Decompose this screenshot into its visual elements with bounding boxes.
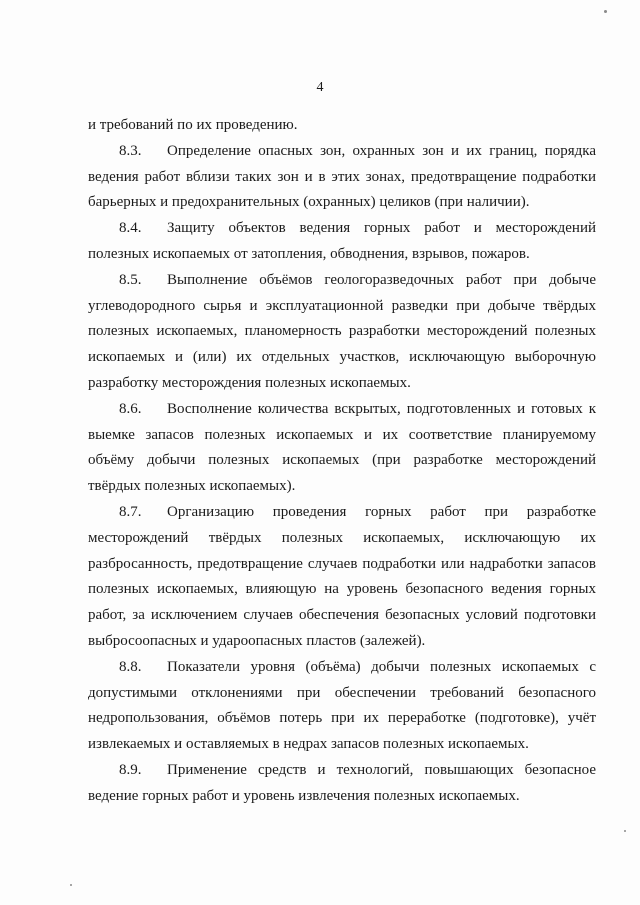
paragraph-text: Применение средств и технологий, повышающих безопасное ведение горных работ и уровень извлечения полезных ископаемых. xyxy=(88,761,596,804)
page-number: 4 xyxy=(316,80,324,95)
paragraph-number: 8.9. xyxy=(119,761,142,778)
paragraph-8-3 xyxy=(88,139,596,216)
paragraph-number: 8.6. xyxy=(119,400,142,417)
paragraph-text: Выполнение объёмов геологоразведочных работ при добыче углеводородного сырья и эксплуатационной разведки при добыче твёрдых полезных ископаемых, планомерность разработки месторождений полезных ископаемых и (или) их отдельных участков, исключающую выборочную разработку месторождения полезных ископаемых. xyxy=(88,271,596,391)
paragraph-8-9 xyxy=(88,758,596,810)
paragraph-number: 8.8. xyxy=(119,658,142,675)
document-body xyxy=(88,113,596,810)
paragraph-8-4 xyxy=(88,216,596,268)
paragraph-8-5 xyxy=(88,268,596,397)
scan-speck xyxy=(70,884,72,886)
paragraph-text: Защиту объектов ведения горных работ и месторождений полезных ископаемых от затопления, обводнения, взрывов, пожаров. xyxy=(88,220,596,262)
paragraph-8-8 xyxy=(88,655,596,758)
paragraph-text: Организацию проведения горных работ при разработке месторождений твёрдых полезных ископаемых, исключающую их разбросанность, предотвращение случаев подработки или надработки запасов полезных ископаемых, влияющую на уровень безопасного ведения горных работ, за исключением случаев обеспечения безопасных условий подготовки выбросоопасных и удароопасных пластов (залежей). xyxy=(88,503,596,649)
paragraph-text: Определение опасных зон, охранных зон и их границ, порядка ведения работ вблизи таких зон и в этих зонах, предотвращение подработки барьерных и предохранительных (охранных) целиков (при наличии). xyxy=(88,142,596,211)
paragraph-number: 8.3. xyxy=(119,142,142,159)
paragraph-number: 8.7. xyxy=(119,503,142,520)
paragraph-text: Показатели уровня (объёма) добычи полезных ископаемых с допустимыми отклонениями при обеспечении требований безопасного недропользования, объёмов потерь при их переработке (подготовке), учёт извлекаемых и оставляемых в недрах запасов полезных ископаемых. xyxy=(88,658,596,753)
paragraph-text: и требований по их проведению. xyxy=(88,117,298,133)
paragraph-8-7 xyxy=(88,500,596,655)
paragraph-8-6 xyxy=(88,397,596,500)
scan-speck xyxy=(604,10,607,13)
paragraph-number: 8.4. xyxy=(119,220,142,237)
paragraph-text: Восполнение количества вскрытых, подготовленных и готовых к выемке запасов полезных ископаемых и их соответствие планируемому объёму добычи полезных ископаемых (при разработке месторождений твёрдых полезных ископаемых). xyxy=(88,400,596,495)
paragraph-number: 8.5. xyxy=(119,271,142,288)
scan-speck xyxy=(624,830,626,832)
paragraph-continuation xyxy=(88,113,596,139)
